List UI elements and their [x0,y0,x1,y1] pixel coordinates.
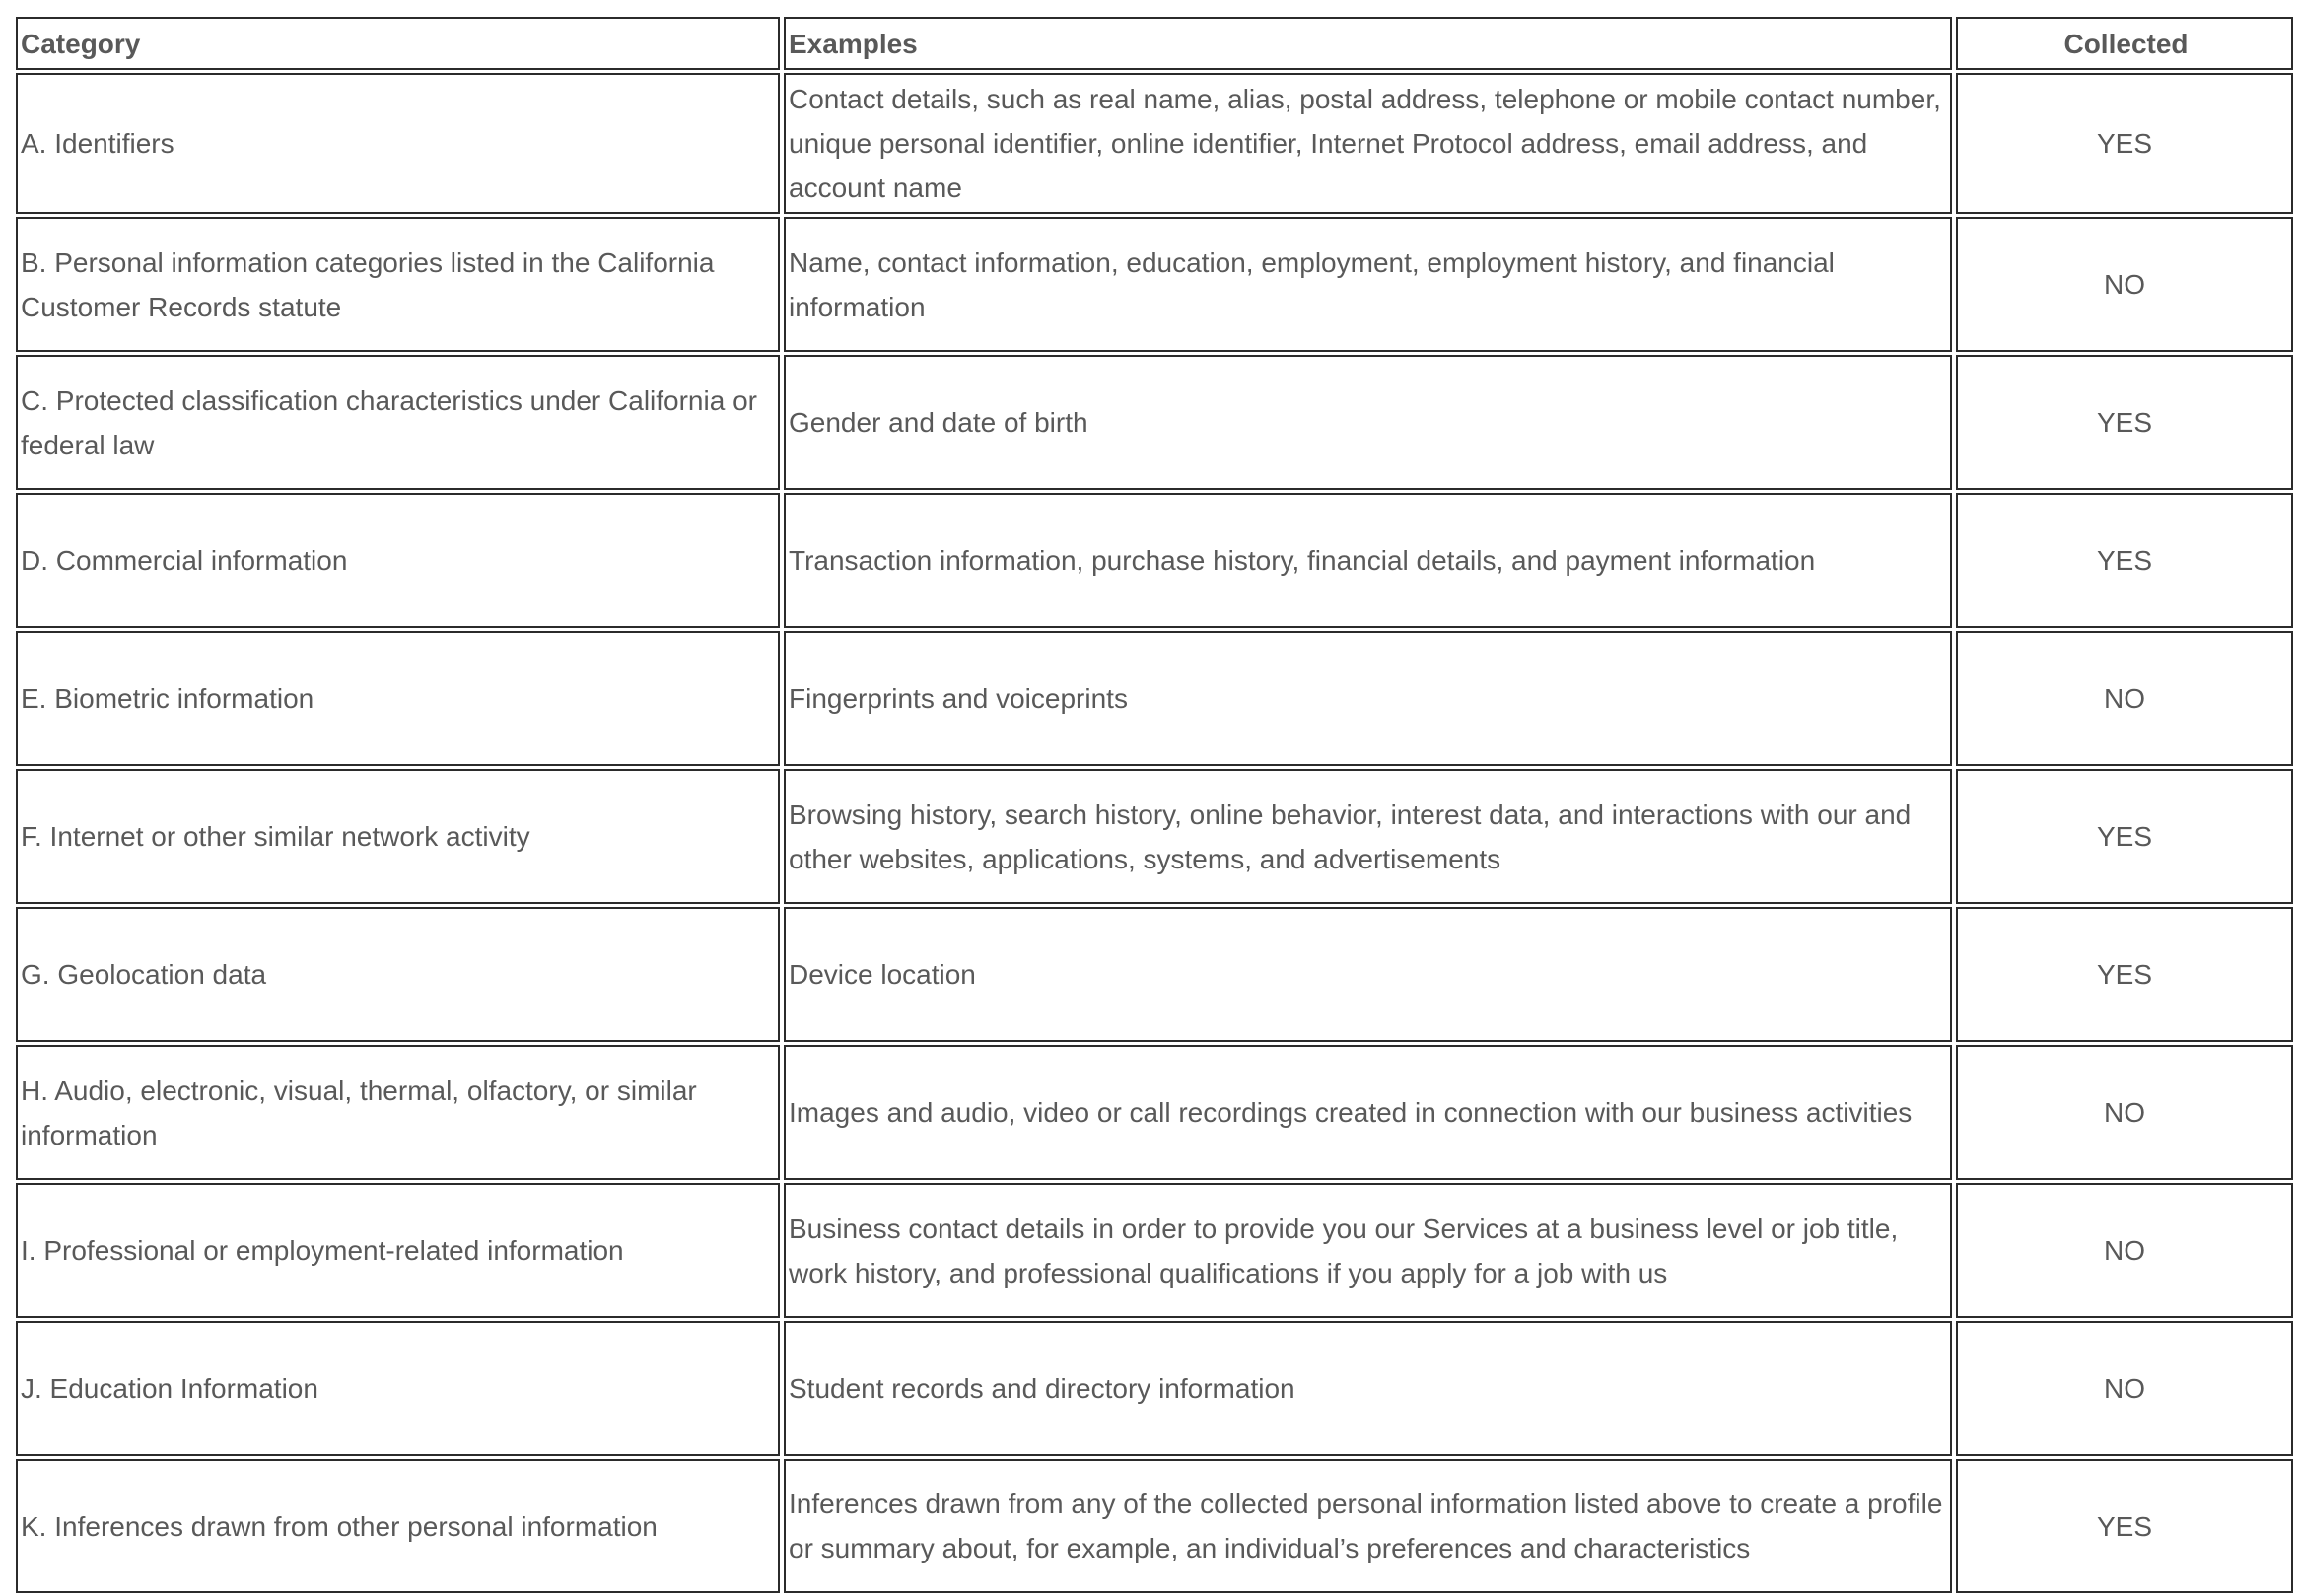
examples-cell: Contact details, such as real name, alias, postal address, telephone or mobile contact number, unique personal identifier, online identifier, Internet Protocol address, email address, and account name [784,73,1952,214]
table-row [16,769,2293,904]
examples-cell: Fingerprints and voiceprints [784,631,1952,766]
examples-cell: Browsing history, search history, online behavior, interest data, and interactions with our and other websites, applications, systems, and advertisements [784,769,1952,904]
personal-information-categories-table [12,14,2297,1596]
header-category: Category [16,17,780,70]
category-cell: I. Professional or employment-related information [16,1183,780,1318]
category-cell: B. Personal information categories listed in the California Customer Records statute [16,217,780,352]
examples-cell: Inferences drawn from any of the collected personal information listed above to create a profile or summary about, for example, an individual’s preferences and characteristics [784,1459,1952,1593]
table-body [16,73,2293,1593]
collected-cell: NO [1956,1045,2293,1180]
table-row [16,631,2293,766]
collected-cell: NO [1956,217,2293,352]
header-row [16,17,2293,70]
examples-cell: Device location [784,907,1952,1042]
collected-cell: YES [1956,907,2293,1042]
category-cell: G. Geolocation data [16,907,780,1042]
examples-cell: Transaction information, purchase history, financial details, and payment information [784,493,1952,628]
examples-cell: Business contact details in order to provide you our Services at a business level or job title, work history, and professional qualifications if you apply for a job with us [784,1183,1952,1318]
category-cell: E. Biometric information [16,631,780,766]
collected-cell: YES [1956,1459,2293,1593]
category-cell: C. Protected classification characteristics under California or federal law [16,355,780,490]
data-collection-table-container [12,14,2293,1596]
table-row [16,1459,2293,1593]
examples-cell: Gender and date of birth [784,355,1952,490]
category-cell: H. Audio, electronic, visual, thermal, olfactory, or similar information [16,1045,780,1180]
collected-cell: YES [1956,769,2293,904]
category-cell: A. Identifiers [16,73,780,214]
category-cell: J. Education Information [16,1321,780,1456]
table-row [16,907,2293,1042]
table-row [16,1045,2293,1180]
collected-cell: NO [1956,1183,2293,1318]
table-row [16,217,2293,352]
examples-cell: Name, contact information, education, employment, employment history, and financial information [784,217,1952,352]
table-row [16,1183,2293,1318]
table-row [16,355,2293,490]
category-cell: F. Internet or other similar network activity [16,769,780,904]
collected-cell: NO [1956,1321,2293,1456]
header-examples: Examples [784,17,1952,70]
collected-cell: YES [1956,355,2293,490]
examples-cell: Images and audio, video or call recordings created in connection with our business activities [784,1045,1952,1180]
examples-cell: Student records and directory information [784,1321,1952,1456]
collected-cell: NO [1956,631,2293,766]
category-cell: K. Inferences drawn from other personal information [16,1459,780,1593]
table-row [16,73,2293,214]
category-cell: D. Commercial information [16,493,780,628]
table-header [16,17,2293,70]
table-row [16,1321,2293,1456]
collected-cell: YES [1956,493,2293,628]
collected-cell: YES [1956,73,2293,214]
table-row [16,493,2293,628]
header-collected: Collected [1956,17,2293,70]
